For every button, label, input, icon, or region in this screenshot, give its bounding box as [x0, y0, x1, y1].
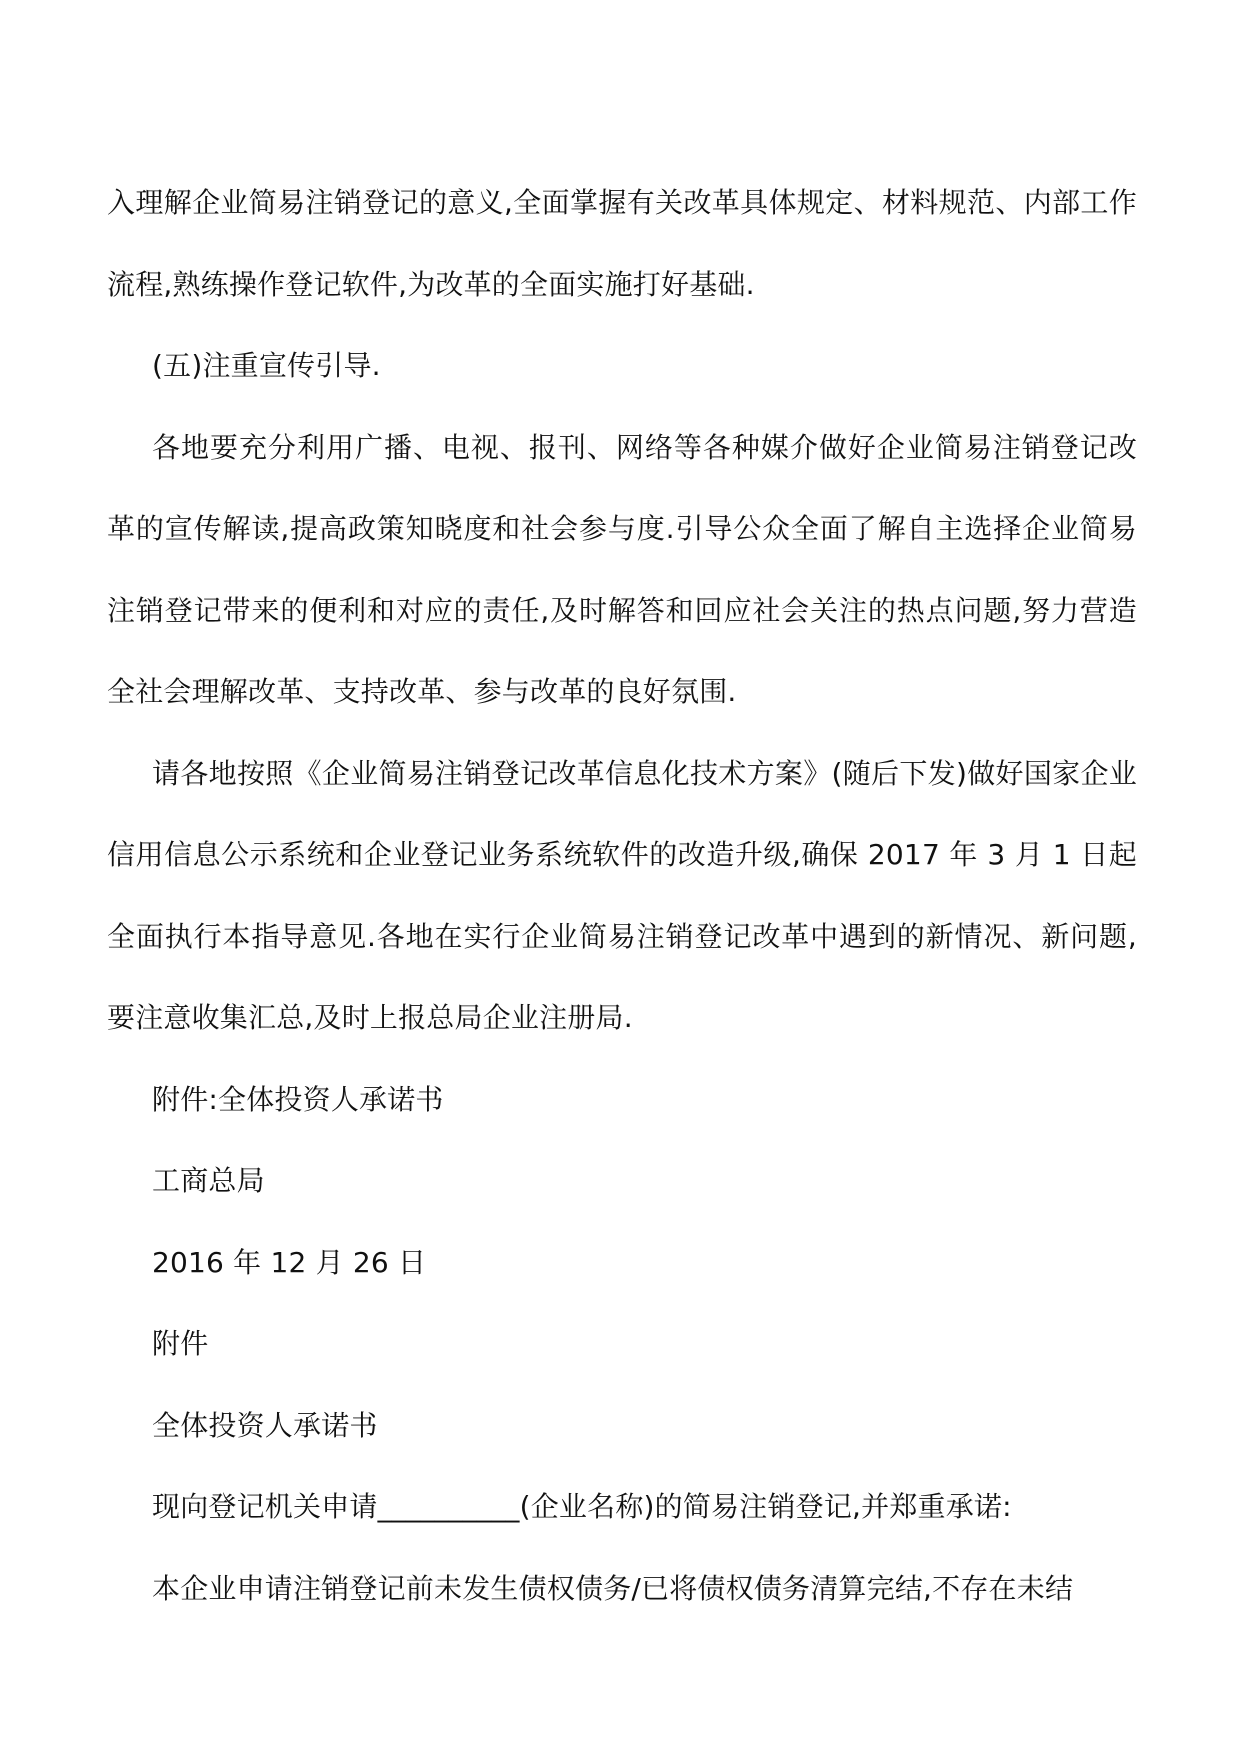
issue-date: 2016 年 12 月 26 日 — [152, 1245, 427, 1279]
issuing-authority: 工商总局 — [152, 1164, 265, 1197]
attachment-reference: 附件:全体投资人承诺书 — [152, 1082, 444, 1116]
section-heading-publicity: (五)注重宣传引导. — [152, 349, 381, 382]
paragraph-publicity: 各地要充分利用广播、电视、报刊、网络等各种媒介做好企业简易注销登记改革的宣传解读,提高政策知晓度和社会参与度.引导公众全面了解自主选择企业简易注销登记带来的便利和对应的责任,及时解答和回应社会关注的热点问题,努力营造全社会理解改革、支持改革、参与改革的良好氛围. — [107, 430, 1137, 708]
commitment-body: 本企业申请注销登记前未发生债权债务/已将债权债务清算完结,不存在未结 — [152, 1571, 1074, 1605]
document-body — [107, 162, 1137, 1629]
attachment-label: 附件 — [152, 1327, 209, 1360]
paragraph-training-continuation: 入理解企业简易注销登记的意义,全面掌握有关改革具体规定、材料规范、内部工作流程,熟练操作登记软件,为改革的全面实施打好基础. — [107, 186, 1137, 301]
commitment-intro: 现向登记机关申请__________(企业名称)的简易注销登记,并郑重承诺: — [152, 1490, 1012, 1523]
attachment-title: 全体投资人承诺书 — [152, 1408, 378, 1442]
paragraph-system-upgrade: 请各地按照《企业简易注销登记改革信息化技术方案》(随后下发)做好国家企业信用信息公示系统和企业登记业务系统软件的改造升级,确保 2017 年 3 月 1 日起全面执行本指导意见.各地在实行企业简易注销登记改革中遇到的新情况、新问题,要注意收集汇总,及时上报总局企业注册局. — [107, 756, 1137, 1034]
